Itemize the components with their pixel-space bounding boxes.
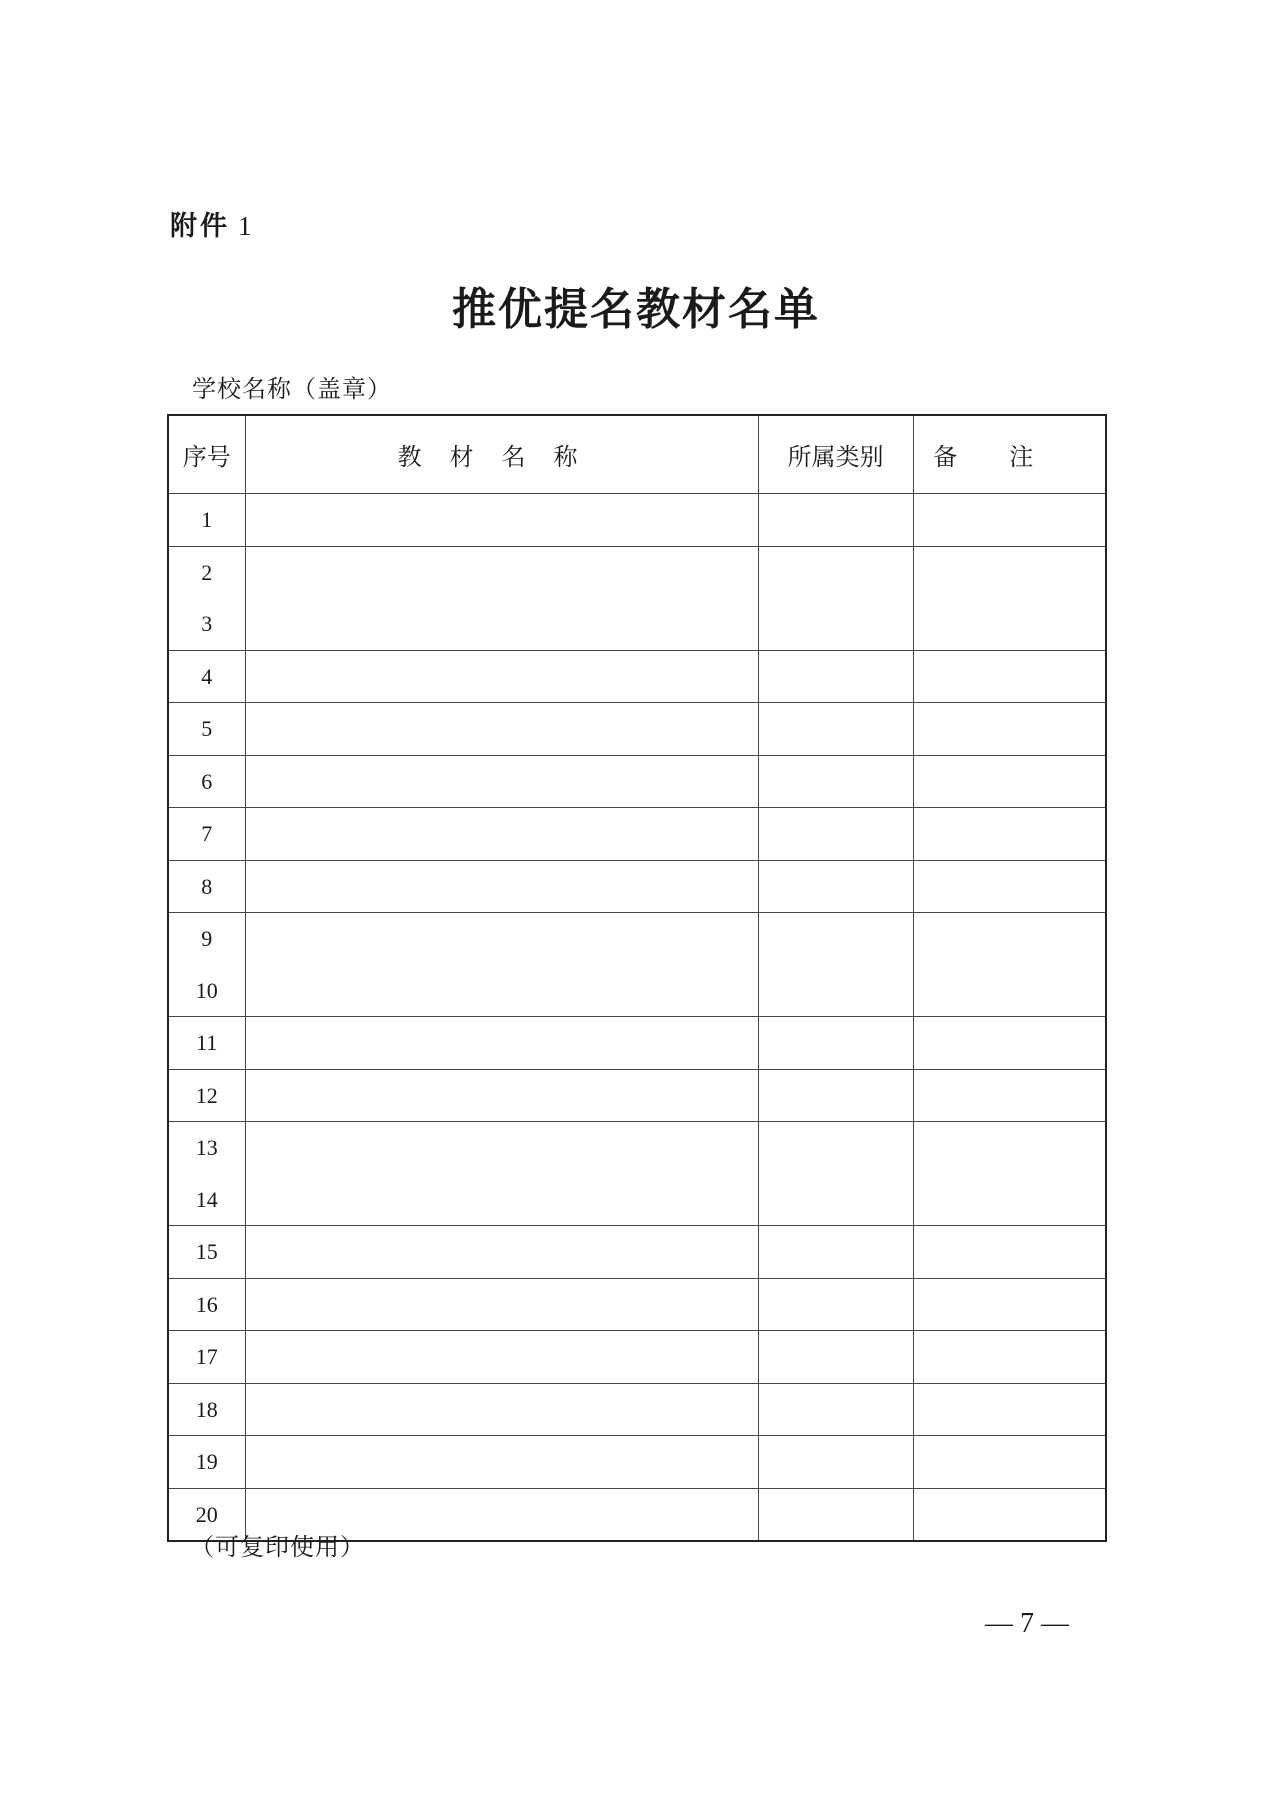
category-cell[interactable] [758,1017,913,1070]
category-cell[interactable] [758,546,913,650]
remarks-cell[interactable] [913,1278,1106,1331]
category-cell[interactable] [758,755,913,808]
copy-note: （可复印使用） [190,1533,365,1561]
attachment-word: 附件 [170,211,230,242]
table-header-row [168,415,1106,494]
category-cell[interactable] [758,703,913,756]
table-row [168,1278,1106,1331]
category-cell[interactable] [758,1383,913,1436]
serial-number-cell [168,546,245,650]
attachment-label [170,206,255,247]
serial-number-cell [168,494,245,547]
table-row [168,1122,1106,1226]
textbook-name-cell[interactable] [245,494,758,547]
header-serial: 序号 [168,415,245,494]
table-row [168,755,1106,808]
serial-number: 5 [201,716,213,741]
serial-number-cell [168,1069,245,1122]
textbook-name-cell[interactable] [245,913,758,1017]
remarks-cell[interactable] [913,860,1106,913]
category-cell[interactable] [758,650,913,703]
table-row [168,1383,1106,1436]
textbook-name-cell[interactable] [245,1017,758,1070]
header-textbook-name [245,415,758,494]
textbook-name-cell[interactable] [245,860,758,913]
textbook-name-cell[interactable] [245,808,758,861]
textbook-name-cell[interactable] [245,1069,758,1122]
serial-number: 6 [201,768,213,794]
category-cell[interactable] [758,1278,913,1331]
serial-number: 19 [195,1449,218,1474]
serial-number-cell [168,1278,245,1331]
table-row [168,808,1106,861]
table-row [168,1017,1106,1070]
remarks-cell[interactable] [913,1331,1106,1384]
serial-number-cell [168,808,245,861]
page-number: — 7 — [985,1608,1069,1639]
category-cell[interactable] [758,1436,913,1489]
serial-number: 9 [201,926,213,951]
table-row [168,546,1106,650]
category-cell[interactable] [758,860,913,913]
category-cell[interactable] [758,913,913,1017]
textbook-name-cell[interactable] [245,1383,758,1436]
remarks-cell[interactable] [913,913,1106,1017]
header-category: 所属类别 [758,415,913,494]
table-row [168,1226,1106,1279]
serial-number: 20 [195,1501,218,1527]
table-row [168,1436,1106,1489]
remarks-cell[interactable] [913,1488,1106,1541]
table-row [168,860,1106,913]
table-body [168,494,1106,1542]
serial-number-cell [168,650,245,703]
textbook-name-cell[interactable] [245,1436,758,1489]
textbook-name-cell[interactable] [245,546,758,650]
remarks-cell[interactable] [913,1069,1106,1122]
serial-number: 4 [201,663,213,689]
category-cell[interactable] [758,1226,913,1279]
textbook-name-cell[interactable] [245,1122,758,1226]
table-row [168,703,1106,756]
serial-number: 17 [195,1344,218,1369]
textbook-name-cell[interactable] [245,703,758,756]
serial-number-cell [168,703,245,756]
serial-number-cell [168,1383,245,1436]
remarks-cell[interactable] [913,494,1106,547]
textbook-name-cell[interactable] [245,650,758,703]
serial-number: 13 [195,1135,218,1160]
serial-number-cell [168,1331,245,1384]
table-row [168,494,1106,547]
table-row [168,1331,1106,1384]
serial-number: 3 [201,611,213,636]
remarks-cell[interactable] [913,1122,1106,1226]
table-row [168,650,1106,703]
serial-number-cell [168,1226,245,1279]
school-name-line: 学校名称（盖章） [192,375,392,403]
serial-number: 1 [201,507,213,532]
serial-number-cell [168,860,245,913]
serial-number: 18 [195,1396,218,1422]
serial-number: 16 [195,1291,218,1317]
nomination-table [167,414,1107,1542]
serial-number: 14 [195,1186,218,1212]
remarks-cell[interactable] [913,703,1106,756]
textbook-name-cell[interactable] [245,1331,758,1384]
remarks-cell[interactable] [913,546,1106,650]
serial-number-cell [168,1436,245,1489]
header-remarks-label: 备注 [933,443,1086,471]
category-cell[interactable] [758,1069,913,1122]
serial-number: 2 [201,559,213,585]
remarks-cell[interactable] [913,808,1106,861]
table-row [168,1069,1106,1122]
category-cell[interactable] [758,1122,913,1226]
header-textbook-name-label: 教材名称 [397,443,606,471]
serial-number-cell [168,1122,245,1226]
serial-number: 11 [196,1030,218,1055]
category-cell[interactable] [758,1488,913,1541]
remarks-cell[interactable] [913,1226,1106,1279]
serial-number-cell [168,755,245,808]
serial-number-cell [168,1017,245,1070]
page-title: 推优提名教材名单 [452,284,820,335]
textbook-name-cell[interactable] [245,1278,758,1331]
serial-number-cell [168,913,245,1017]
category-cell[interactable] [758,494,913,547]
header-remarks [913,415,1106,494]
remarks-cell[interactable] [913,1436,1106,1489]
serial-number: 15 [195,1239,218,1264]
serial-number: 12 [195,1082,218,1108]
serial-number: 7 [201,821,213,846]
category-cell[interactable] [758,808,913,861]
textbook-name-cell[interactable] [245,755,758,808]
textbook-name-cell[interactable] [245,1226,758,1279]
category-cell[interactable] [758,1331,913,1384]
remarks-cell[interactable] [913,755,1106,808]
remarks-cell[interactable] [913,1383,1106,1436]
serial-number: 10 [195,977,218,1003]
remarks-cell[interactable] [913,1017,1106,1070]
serial-number: 8 [201,873,213,899]
remarks-cell[interactable] [913,650,1106,703]
attachment-number: 1 [238,211,255,241]
table-row [168,913,1106,1017]
